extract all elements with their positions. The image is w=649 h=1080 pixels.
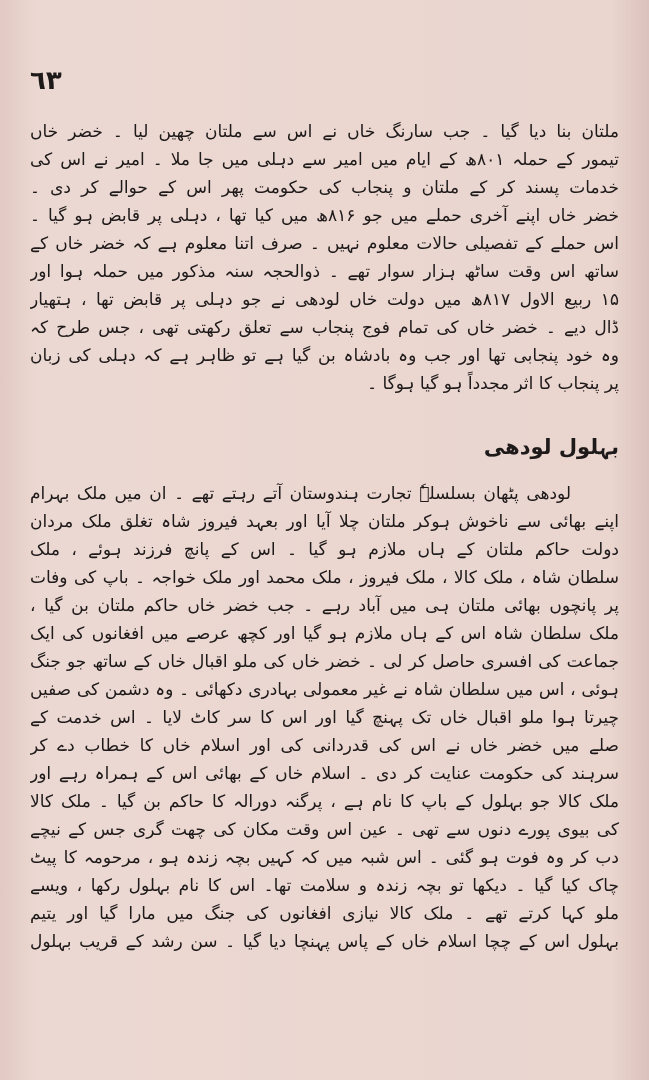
text-line: سلطان شاہ ، ملک کالا ، ملک فیروز ، ملک محمد اور ملک خواجہ ۔ باپ کی وفات [30, 568, 619, 588]
text-line: اس حملے کے تفصیلی حالات معلوم نہیں ۔ صرف اتنا معلوم ہے کہ خضر خاں کے [30, 234, 619, 254]
text-line: خضر خاں اپنے آخری حملے میں جو ۸۱۶ھ میں کیا تھا ، دہلی پر قابض ہو گیا ۔ [30, 206, 619, 226]
page-number: ٦٣ [30, 66, 62, 96]
text-line: دولت حاکم ملتان کے ہاں ملازم ہو گیا ۔ اس کے پانچ فرزند ہوئے ، ملک [30, 540, 619, 560]
text-line: بہلول اس کے چچا اسلام خاں کے پاس پہنچا دیا گیا ۔ سن رشد کے قریب بہلول [30, 932, 619, 952]
text-line: جماعت کی افسری حاصل کر لی ۔ خضر خاں کی ملو اقبال خاں کے ساتھ جو جنگ [30, 652, 619, 672]
text-line: خدمات پسند کر کے ملتان و پنجاب کی حکومت پھر اس کے حوالے کر دی ۔ [30, 178, 619, 198]
text-line: وہ خود پنجابی تھا اور جب وہ بادشاہ بن گیا ہے تو ظاہر ہے کہ دہلی کی زبان [30, 346, 619, 366]
text-line: اپنے بھائی سے ناخوش ہوکر ملتان چلا آیا اور بعہد فیروز شاہ تغلق ملک مردان [30, 512, 619, 532]
text-line: ہوئی ، اس میں سلطان شاہ نے غیر معمولی بہادری دکھائی ۔ وہ دشمن کی صفیں [30, 680, 619, 700]
text-line: ملو کہا کرتے تھے ۔ ملک کالا نیازی افغانوں کی جنگ میں مارا گیا اور یتیم [30, 904, 619, 924]
section-heading: بہلول لودھی [483, 435, 619, 459]
text-line: کی بیوی پورے دنوں سے تھی ۔ عین اس وقت مکان کی چھت گری جس کے نیچے [30, 820, 619, 840]
text-line: چیرتا ہوا ملو اقبال خاں تک پہنچ گیا اور اس کا سر کاٹ لایا ۔ اس خدمت کے [30, 708, 619, 728]
text-line: ملک کالا جو بہلول کے باپ کا نام ہے ، پرگنہ دورالہ کا حاکم بن گیا ۔ ملک کالا [30, 792, 619, 812]
text-line: پر پنجاب کا اثر مجدداً ہو گیا ہوگا ۔ [367, 374, 619, 394]
paragraph-bahlul-lodhi [30, 480, 619, 956]
text-line: لودھی پٹھان بسلسلہٗ تجارت ہندوستان آتے رہتے تھے ۔ ان میں ملک بہرام [30, 484, 571, 504]
text-line: ڈال دیے ۔ خضر خاں کی تمام فوج پنجاب سے تعلق رکھتی تھی ، جس طرح کہ [30, 318, 619, 338]
text-line: ملک سلطان شاہ اس کے ہاں ملازم ہو گیا اور کچھ عرصے میں افغانوں کی ایک [30, 624, 619, 644]
text-line: ساتھ اس وقت ساٹھ ہزار سوار تھے ۔ ذوالحجہ سنہ مذکور میں حملہ ہوا اور [30, 262, 619, 282]
text-line: ملتان بنا دیا گیا ۔ جب سارنگ خاں نے اس سے ملتان چھین لیا ۔ خضر خاں [30, 122, 619, 142]
text-line: تیمور کے حملہ ۸۰۱ھ کے ایام میں امیر سے دہلی میں جا ملا ۔ امیر نے اس کی [30, 150, 619, 170]
text-line: دب کر وہ فوت ہو گئی ۔ اس شبہ میں کہ کہیں بچہ زندہ ہو ، مرحومہ کا پیٹ [30, 848, 619, 868]
text-line: صلے میں خضر خاں نے اس کی قدردانی کی اور اسلام خاں کا خطاب دے کر [30, 736, 619, 756]
paragraph-khizr-khan [30, 118, 619, 398]
text-line: پر پانچوں بھائی ملتان ہی میں آباد رہے ۔ جب خضر خاں حاکم ملتان بن گیا ، [30, 596, 619, 616]
text-line: سرہند کی حکومت عنایت کر دی ۔ اسلام خاں کے بھائی اس کے ہمراہ رہے اور [30, 764, 619, 784]
text-line: چاک کیا گیا ۔ دیکھا تو بچہ زندہ و سلامت تھا۔ اس کا نام بہلول رکھا ، ویسے [30, 876, 619, 896]
text-line: ۱۵ ربیع الاول ۸۱۷ھ میں دولت خاں لودھی نے جو دہلی پر قابض تھا ، ہتھیار [30, 290, 619, 310]
